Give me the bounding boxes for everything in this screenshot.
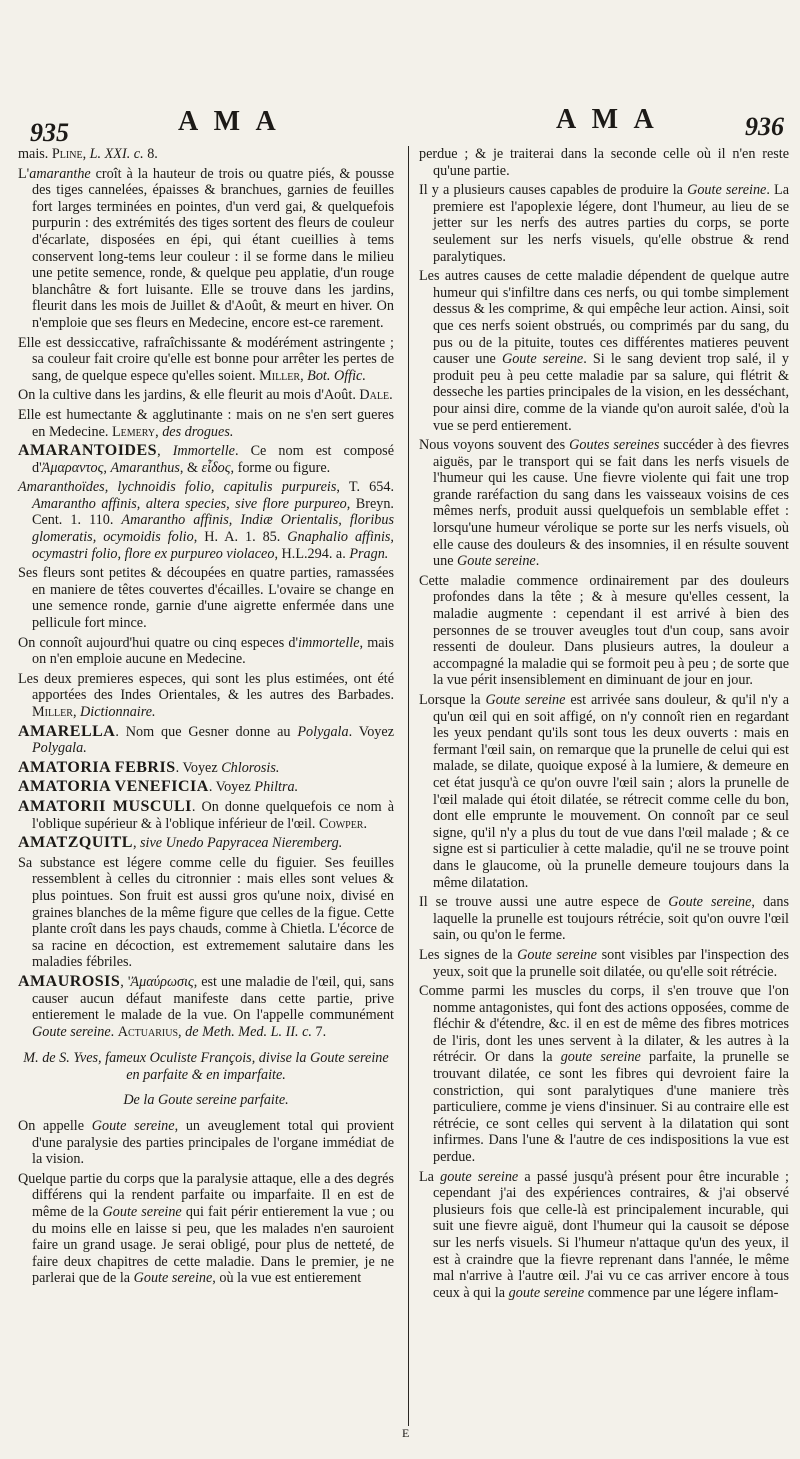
text-run: est arrivée sans douleur, & qu'il n'y a qu'un œil qui en soit affigé, on n'y connoît rien en regardant les yeux pendant qu'ils sont tous les deux ouverts : mais en fermant l'œil sain, on remarque que la prunelle de celui qui est malade, se dilate, quoique exposé à la lumiere, & demeure en cet état jusqu'à ce qu'on ouvre l'œil sain ; alors la prunelle de l'œil malade qui étoit dilatée, se rétrecit comme celle du bon, dont elle emprunte le mouvement. On connoît par ce seul signe, qu'il n'y a plus du tout de vue dans l'œil malade ; & ce signe est si particulier à cette maladie, qu'il ne se trouve point dans le glaucome, où la prunelle demeure toujours dans la même dilatation. <box>433 692 789 891</box>
text-run: , <box>300 367 308 384</box>
text-run: Il se trouve aussi une autre espece de <box>419 894 669 911</box>
italic-text: Dictionnaire. <box>80 704 156 720</box>
text-run: Comme parmi les muscles du corps, il s'en trouve que l'on nomme antagonistes, qui font des actions opposées, comme de fléchir & d'étendre, &c. il en est de même des fibres motrices de l'iris, dont les unes servent à la dilater, & les autres à la rétrécir. Or dans la <box>419 983 789 1066</box>
text-run: commence par une légere inflam- <box>584 1284 779 1301</box>
paragraph <box>18 855 394 971</box>
text-run: Les signes de la <box>419 946 518 963</box>
text-run: Les deux premieres especes, qui sont les plus estimées, ont été apportées des Indes Orientales, & les autres des Barbades. <box>18 670 394 704</box>
italic-text: Goute sereine <box>32 1023 111 1040</box>
text-run: Sa substance est légere comme celle du figuier. Ses feuilles ressemblent à celles du citronnier : mais elles sont velues & plus pointues. Son fruit est aussi gros qu'une noix, divisé en graines blanches de la même figure que celles de la figue. Cette plante croît dans les pays chauds, comme à Chietla. L'écorce de sa racine en décoction, est extremement salutaire dans les maladies fébriles. <box>18 854 394 971</box>
paragraph <box>419 268 789 434</box>
text-run: 8. <box>143 146 158 162</box>
author-name: Pline <box>51 146 83 162</box>
text-run: , est une maladie de l'œil, qui, sans causer aucun défaut manifeste dans cette partie, prive entierement le malade de la vue. On l'appelle communément <box>32 973 395 1024</box>
text-run: , ' <box>120 973 131 990</box>
author-name: Lemery <box>111 423 156 440</box>
text-run: , Breyn. Cent. 1. 110. <box>32 495 394 529</box>
text-run: , forme ou figure. <box>230 459 331 476</box>
entry-headword: AMATORII MUSCULI <box>18 797 192 815</box>
italic-text: M. de S. Yves, fameux Oculiste François, divise la Goute sereine en parfaite & en imparfaite. <box>23 1050 389 1083</box>
paragraph <box>18 1118 394 1168</box>
text-run: succéder à des fievres aiguës, par le transport qui se fait dans les nerfs visuels de l'humeur qui les cause. Une fievre violente qui fait une trop grande raréfaction du sang dans les vaisseaux voisins de ces mêmes nerfs, produit aussi quelquefois un semblable effet : lorsqu'une humeur vérolique se porte sur les nerfs visuels, où elle cause des douleurs & des insomnies, il en résulte souvent une <box>433 437 789 570</box>
text-run: , T. 654. <box>336 479 394 496</box>
italic-text: de Meth. Med. L. II. c. <box>185 1023 312 1040</box>
entry-headword: AMATORIA FEBRIS <box>18 758 176 776</box>
italic-text: Goute sereine <box>687 182 767 199</box>
paragraph <box>419 1169 789 1302</box>
text-run: , <box>132 835 141 852</box>
left-column <box>18 146 394 1290</box>
paragraph <box>419 182 789 265</box>
text-run: , <box>155 423 163 440</box>
paragraph <box>18 635 394 668</box>
text-run: a passé jusqu'à présent pour être incurable ; cependant j'ai des expériences contraires, & j'ai observé plusieurs fois que celle-là est principalement incurable, qui suit une fievre aiguë, dont l'humeur qui la causoit se dépose sur les nerfs visuels. Si l'humeur n'attaque qu'un des yeux, il est à craindre que la fievre reprenant dans l'année, le même mal n'arrive à l'autre œil. J'ai vu ce cas arriver encore à tous ceux à qui la <box>433 1168 789 1301</box>
paragraph <box>419 146 789 179</box>
italic-text: Goute sereine <box>668 894 752 911</box>
text-run: Quelque partie du corps que la paralysie attaque, elle a des degrés différens qui la rendent parfaite ou imparfaite. Il en est de même de la <box>18 1170 394 1221</box>
text-run: , dans laquelle la prunelle est toujours rétrécie, soit qu'on ouvre l'œil sain, ou qu'on le ferme. <box>433 894 789 944</box>
text-run: . La premiere est l'apoplexie légere, dont l'humeur, au lieu de se jetter sur les nerfs des autres parties du corps, se porte seulement sur les nerfs visuels, qu'elle obstrue & rend paralytiques. <box>433 182 789 265</box>
right-column <box>419 146 789 1304</box>
author-name: Dale <box>359 387 390 404</box>
text-run: . <box>363 815 368 832</box>
italic-text: Polygala. <box>32 740 87 757</box>
dictionary-entry <box>18 760 394 777</box>
text-run: parfaite, la prunelle se trouvant dilatée, ce sont les fibres qui devroient faire la constriction, qui sont paralytiques d'une maniere très particuliere, comme je viens d'insinuer. Si au contraire elle est rétrécie, ce sont celles qui servent à la dilatation qui sont infirmes. Dans l'une & l'autre de ces indispositions la vue est perdue. <box>433 1049 789 1166</box>
dictionary-entry <box>18 779 394 796</box>
greek-word: Ἀμαύρωσις <box>130 973 194 990</box>
text-run: , H. A. 1. 85. <box>193 529 288 546</box>
section-heading <box>18 1092 394 1109</box>
italic-text: Goute sereine <box>485 692 566 708</box>
dictionary-entry <box>18 443 394 476</box>
text-run: , <box>72 704 81 720</box>
italic-text: des drogues. <box>162 423 234 440</box>
text-run: Les autres causes de cette maladie dépendent de quelque autre humeur qui s'infiltre dans ces nerfs, ou qui tombe simplement dessus & les comprime, & qui empêche leur action. Ainsi, soit que ces nerfs soient obstrués, ou comprimés par du sang, du pus ou de la pituite, toutes ces différentes matieres peuvent causer une <box>419 268 789 368</box>
author-name: Cowper <box>319 815 364 832</box>
text-run: . Ce nom est composé d' <box>32 443 394 476</box>
text-run: , & <box>179 459 202 476</box>
italic-text: Goutes sereines <box>569 437 660 454</box>
paragraph <box>419 437 789 570</box>
text-run: On connoît aujourd'hui quatre ou cinq especes d' <box>18 634 299 651</box>
section-note <box>18 1050 394 1083</box>
italic-text: Amaranthoïdes, lychnoidis folio, capitulis purpureis <box>18 479 337 496</box>
text-run: Elle est dessiccative, rafraîchissante & modérément astringente ; sa couleur fait croire qu'elle est bonne pour arrêter les pertes de sang, de quelque espece qu'elles soient. <box>18 334 394 384</box>
text-run: . On donne quelquefois ce nom à l'oblique supérieur & à l'oblique inférieur de l'œil. <box>32 798 395 832</box>
italic-text: Amaranthus <box>110 459 180 476</box>
paragraph <box>419 894 789 944</box>
entry-headword: AMAUROSIS <box>18 972 121 990</box>
text-run: . <box>389 387 393 404</box>
italic-text: Chlorosis. <box>221 759 280 776</box>
text-run: La <box>419 1168 441 1185</box>
italic-text: Goute sereine <box>457 553 536 570</box>
paragraph <box>419 947 789 980</box>
text-run: . Voyez <box>208 779 255 796</box>
text-run: mais. <box>18 146 52 162</box>
italic-text: Gnaphalio affinis, ocymastri folio, flore ex purpureo violaceo <box>32 529 394 562</box>
text-run: On appelle <box>18 1118 92 1135</box>
text-run: On la cultive dans les jardins, & elle fleurit au mois d'Août. <box>18 387 360 404</box>
text-run: Cette maladie commence ordinairement par des douleurs profondes dans la tête ; & à mesure qu'elles cessent, la maladie augmente : cependant il est arrivé à bien des personnes de se trouver aveugles tout d'un coup, sans avoir ressenti de douleur. Dans plusieurs autres, la douleur a accompagné la maladie qui se formoit peu à peu ; de sorte que la vue périt insensiblement en diminuant de jour en jour. <box>419 572 789 689</box>
left-page-number: 935 <box>30 118 69 147</box>
text-run: , mais on n'en emploie aucune en Medecine. <box>32 634 394 668</box>
right-running-head: A M A <box>556 104 659 135</box>
paragraph <box>419 573 789 689</box>
paragraph <box>18 335 394 385</box>
paragraph <box>18 479 394 562</box>
text-run: . Si le sang devient trop salé, il y produit peu à peu cette maladie par sa salure, qui flétrit & desseche les parties principales de la vision, en les desséchant, pour ainsi dire, comme de la viande qu'on auroit salée, d'où la vue se perd entierement. <box>433 351 790 434</box>
italic-text: L. XXI. c. <box>89 146 144 162</box>
text-run: , où la vue est entierement <box>212 1270 362 1287</box>
italic-text: goute sereine <box>560 1049 641 1066</box>
italic-text: amaranthe <box>29 165 91 182</box>
entry-headword: AMARANTOIDES <box>18 442 158 460</box>
signature-mark: E <box>402 1426 410 1440</box>
text-run: croît à la hauteur de trois ou quatre piés, & pousse des tiges cannelées, épaisses & branchues, garnies de feuilles fort larges terminées en pointes, d'un verd gai, & quelquefois purpurin : des extrémités des tiges sortent des fleurs de couleur d'écarlate, disposées en épi, qui étant cueillies à tems conservent long-tems leur couleur : il se forme dans le milieu une petite semence, ronde, & quelque peu applatie, d'un rouge blanchâtre & fort luisante. Elle se trouve dans les jardins, fleurit dans les mois de Juillet & d'Août, & meurt en hiver. On n'emploie que ses fleurs en Medecine, encore est-ce rarement. <box>32 165 394 331</box>
italic-text: Goute sereine <box>91 1118 175 1135</box>
text-run: sont visibles par l'inspection des yeux, soit que la prunelle soit dilatée, ou qu'elle soit rétrécie. <box>433 946 790 980</box>
entry-headword: AMATZQUITL <box>18 834 133 852</box>
italic-text: Bot. Offic. <box>307 367 366 384</box>
text-run: 7. <box>311 1023 327 1040</box>
italic-text: Amarantho affinis, Indiæ Orientalis, floribus glomeratis, ocymoidis folio <box>32 512 394 546</box>
text-run: L' <box>18 165 30 182</box>
paragraph <box>18 671 394 721</box>
text-run: Ses fleurs sont petites & découpées en quatre parties, ramassées en maniere de têtes couvertes d'écailles. L'ovaire se change en une semence ronde, garnie d'une aigrette enfermée dans une pellicule fort mince. <box>18 565 394 632</box>
paragraph <box>18 387 394 404</box>
greek-word: εἶδος <box>201 459 231 476</box>
paragraph <box>18 1171 394 1287</box>
author-name: Actuarius <box>117 1023 179 1040</box>
text-run: . <box>535 553 540 570</box>
text-run: , <box>103 459 111 476</box>
column-divider <box>408 146 409 1426</box>
entry-headword: AMARELLA <box>18 722 116 740</box>
paragraph <box>419 692 789 891</box>
italic-text: goute sereine <box>440 1168 519 1185</box>
italic-text: De la Goute sereine parfaite. <box>123 1092 289 1109</box>
text-run: , <box>82 146 90 162</box>
italic-text: Goute sereine <box>501 351 584 368</box>
paragraph <box>18 166 394 332</box>
left-running-head: A M A <box>178 106 281 137</box>
italic-text: Philtra. <box>254 779 299 796</box>
right-page-number: 936 <box>745 112 784 141</box>
greek-word: Ἀμαραντος <box>41 459 104 476</box>
italic-text: sive Unedo Papyracea Nieremberg. <box>140 835 343 852</box>
text-run: Il y a plusieurs causes capables de produire la <box>419 182 688 199</box>
paragraph <box>419 983 789 1166</box>
text-run: Lorsque la <box>419 692 486 708</box>
text-run: , <box>157 443 173 460</box>
dictionary-entry <box>18 974 394 1040</box>
italic-text: Goute sereine <box>517 946 597 963</box>
text-run: qui fait périr entierement la vue ; ou du moins elle en laisse si peu, que les malades n'en sauroient faire un grand usage. Je serai obligé, pour plus de netteté, de faire deux chapitres de cette maladie. Dans le premier, je ne parlerai que de la <box>32 1204 394 1287</box>
text-run: , <box>178 1023 186 1040</box>
paragraph <box>18 565 394 631</box>
italic-text: Amarantho affinis, altera species, sive flore purpureo <box>32 495 347 512</box>
italic-text: Immortelle <box>172 443 235 460</box>
paragraph <box>18 407 394 440</box>
text-run: . Nom que Gesner donne au <box>115 723 298 740</box>
italic-text: immortelle <box>298 634 360 651</box>
italic-text: Polygala <box>297 723 349 740</box>
text-run: perdue ; & je traiterai dans la seconde celle où il n'en reste qu'une partie. <box>419 146 789 179</box>
author-name: Miller <box>32 704 73 720</box>
dictionary-entry <box>18 835 394 852</box>
text-run: , un aveuglement total qui provient d'une paralysie des parties principales de l'organe immédiat de la vision. <box>32 1118 394 1168</box>
text-run: Nous voyons souvent des <box>419 437 570 454</box>
text-run: . <box>110 1023 118 1040</box>
italic-text: goute sereine <box>508 1284 585 1301</box>
text-run: , H.L.294. a. <box>274 545 350 562</box>
text-run: . Voyez <box>348 723 394 740</box>
text-run: . Voyez <box>175 759 222 776</box>
dictionary-entry <box>18 799 394 832</box>
author-name: Miller <box>259 367 301 384</box>
dictionary-entry <box>18 724 394 757</box>
italic-text: Pragn. <box>349 545 389 562</box>
entry-headword: AMATORIA VENEFICIA <box>18 778 209 796</box>
text-run: Elle est humectante & agglutinante : mais on ne s'en sert gueres en Medecine. <box>18 406 394 440</box>
italic-text: Goute sereine <box>133 1270 213 1287</box>
paragraph <box>18 146 394 163</box>
italic-text: Goute sereine <box>102 1204 182 1221</box>
